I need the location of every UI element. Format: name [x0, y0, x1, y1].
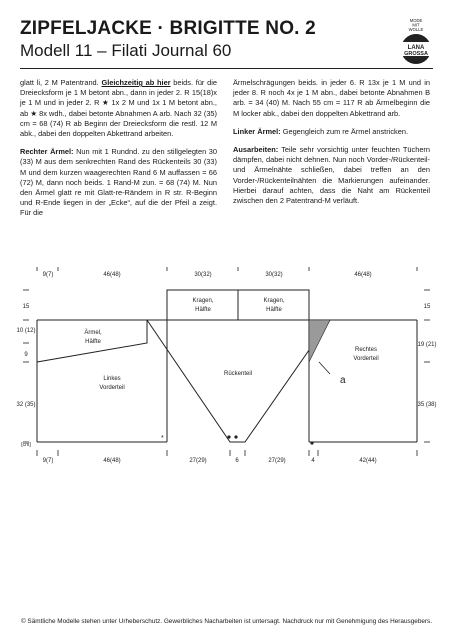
marker-star-label: *	[161, 435, 164, 442]
header-rule	[20, 68, 433, 69]
label-kragen-right-2: Hälfte	[266, 307, 282, 313]
svg-text:WOLLE: WOLLE	[408, 27, 424, 32]
garment-outline	[37, 290, 417, 442]
dim-top-1: 9(7)	[42, 272, 54, 278]
marker-a-label: a	[340, 375, 346, 386]
marker-dot	[234, 435, 237, 438]
marker-dot	[310, 441, 313, 444]
page-subtitle: Modell 11 – Filati Journal 60	[20, 41, 232, 60]
label-kragen-left-1: Kragen,	[192, 298, 214, 304]
right-paragraph-3: Ausarbeiten: Teile sehr vorsichtig unter feuchten Tüchern dämpfen, dabei nicht dehnen. Nun noch Vorder-/Rückenteil- und Ärmelnähte schließen, dabei treffen an den Vorder-/Rückenteilnähten die Markierungen aufeinander. Hierbei darauf achten, dass die Naht am Rückenteil zwischen den 2 Patentrand-M verläuft.	[233, 145, 430, 206]
svg-text:MODE: MODE	[409, 18, 423, 23]
right-paragraph-2: Linker Ärmel: Gegengleich zum re Ärmel anstricken.	[233, 126, 408, 136]
dim-top-2: 46(48)	[103, 272, 121, 278]
dim-bottom-7: 42(44)	[359, 458, 377, 464]
label-aermel-1: Ärmel,	[84, 330, 102, 336]
dim-bottom-4: 6	[235, 458, 239, 464]
dim-top-3: 30(32)	[194, 272, 212, 278]
dim-bottom-3: 27(29)	[189, 458, 207, 464]
dim-left-2: 10 (12)	[16, 328, 36, 334]
copyright-footer: © Sämtliche Modelle stehen unter Urheberschutz. Gewerbliches Nacharbeiten ist untersagt. Nachdruck nur mit Genehmigung des Herausgebers.	[20, 618, 433, 625]
label-rueckenteil: Rückenteil	[223, 371, 253, 377]
page-title: ZIPFELJACKE · BRIGITTE NO. 2	[20, 18, 316, 39]
label-rechtes-2: Vorderteil	[353, 356, 379, 362]
right-text-column	[233, 78, 430, 214]
dim-bottom-2: 46(48)	[103, 458, 121, 464]
label-kragen-right-1: Kragen,	[263, 298, 285, 304]
label-linkes-1: Linkes	[103, 376, 121, 382]
dim-left-4: 32 (35)	[16, 402, 36, 408]
dim-left-5: [cm]	[21, 442, 31, 448]
dim-top-4: 30(32)	[265, 272, 283, 278]
marker-dot	[227, 435, 230, 438]
label-aermel-2: Hälfte	[85, 339, 101, 345]
dim-bottom-1: 9(7)	[42, 458, 54, 464]
label-rechtes-1: Rechtes	[354, 347, 378, 353]
left-text-column	[20, 78, 217, 227]
svg-text:GROSSA: GROSSA	[404, 51, 428, 57]
label-linkes-2: Vorderteil	[99, 385, 125, 391]
dim-left-3: 9	[24, 352, 28, 358]
left-paragraph-2: Rechter Ärmel: Nun mit 1 Rundnd. zu den stillgelegten 30 (33) M aus dem senkrechten Rand des Rückenteils 30 (33) M und dem kurzen waagerechten Rand 6 M auffassen = 66 (72) M, dann noch beids. 1 Rand-M zun. = 68 (74) M. Nun den Ärmel glatt re mit Glatt-re-Rändern in R str. R-Beginn und R-Ende liegen in der „Ecke“, auf die der Pfeil a zeigt. Für die	[20, 147, 218, 218]
dim-top-5: 46(48)	[354, 272, 372, 278]
right-paragraph-1: Ärmelschrägungen beids. in jeder 6. R 13x je 1 M und in jeder 8. R noch 4x je 1 M abn., dabei betonte Abnahmen B arb. = 34 (40) M. Nach 55 cm = 117 R ab Ärmelbeginn die M locker abk., dabei den doppelten Abkettrand arb.	[233, 78, 430, 118]
shaded-gusset	[309, 320, 330, 362]
svg-text:LANA: LANA	[407, 45, 425, 51]
dim-bottom-5: 27(29)	[268, 458, 286, 464]
svg-text:MIT: MIT	[412, 22, 420, 28]
left-paragraph-1: glatt li, 2 M Patentrand. Gleichzeitig ab hier beids. für die Dreiecksform je 1 M betont abn., dann in jeder 2. R 15(18)x je 1 M und in jeder 2. R ★ 1x 2 M und 1x 1 M betont abn., ab ★ 8x wdh., dabei betonte Abnahmen A arb. Nach 32 (35) cm = 68 (74) R ab Beginn der Dreiecksform die restl. 12 M abk., dabei den doppelten Abkettrand arbeiten.	[20, 78, 217, 139]
label-kragen-left-2: Hälfte	[195, 307, 211, 313]
dim-right-2: 19 (21)	[417, 342, 437, 348]
schematic-diagram	[16, 262, 437, 472]
dim-left-1: 15	[22, 304, 30, 310]
lana-grossa-logo	[396, 16, 436, 68]
dim-right-1: 15	[423, 304, 431, 310]
pointer-arrow	[319, 362, 330, 374]
dim-right-3: 35 (38)	[417, 402, 437, 408]
dim-bottom-6: 4	[311, 458, 315, 464]
